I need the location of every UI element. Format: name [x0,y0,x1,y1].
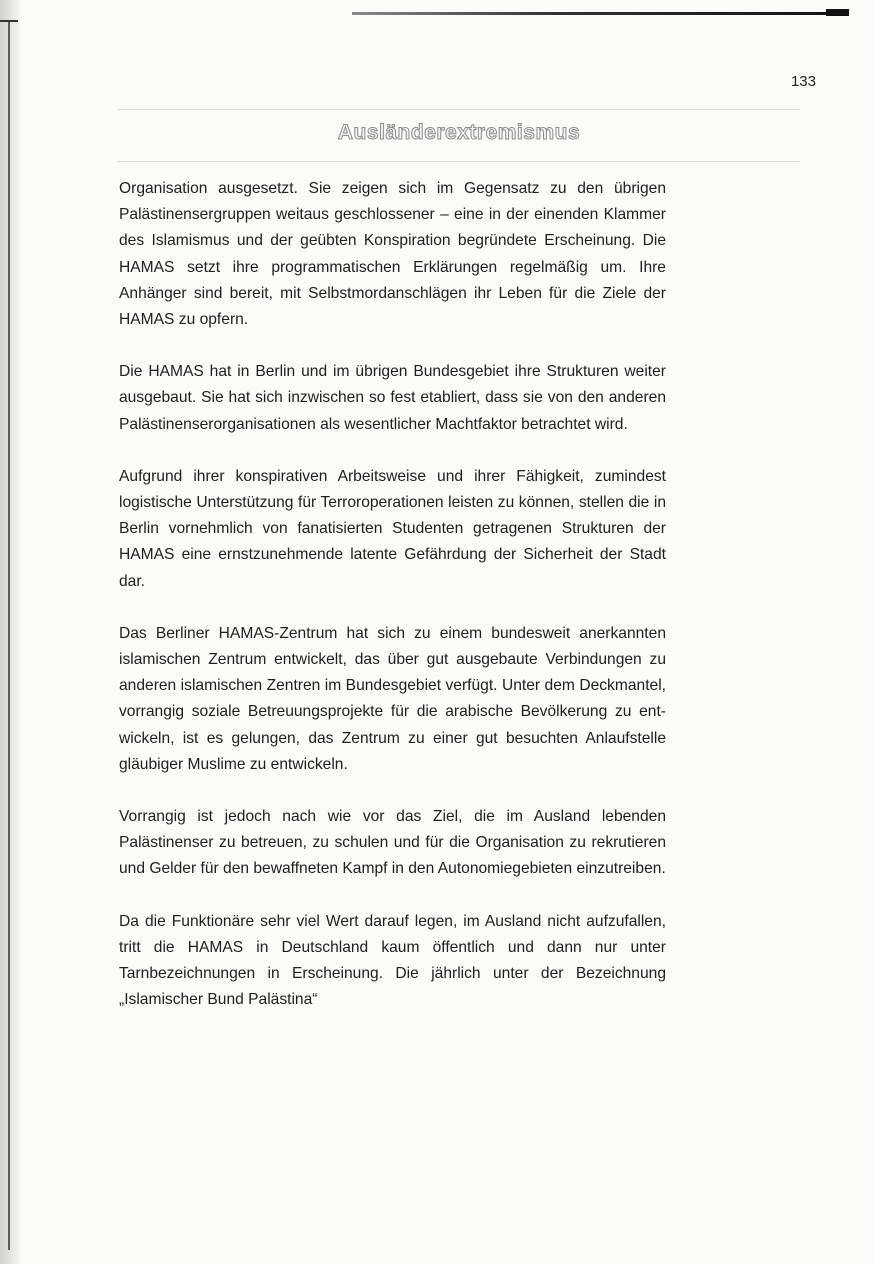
body-text [119,176,666,1039]
paragraph: Die HAMAS hat in Berlin und im übrigen Bundesgebiet ihre Strukturen weiter ausgebaut. Sie hat sich inzwischen so fest etabliert, dass sie von den anderen Palästinenserorganisationen als wesentlicher Machtfaktor betrachtet wird. [119,363,666,433]
paragraph: Organisation ausgesetzt. Sie zeigen sich im Gegensatz zu den übrigen Palästinensergruppen weitaus geschlossener – eine in der einenden Klammer des Islamismus und der geübten Konspiration begründete Erscheinung. Die HAMAS setzt ihre programmatischen Erklärungen regelmäßig um. Ihre Anhänger sind bereit, mit Selbstmordanschlägen ihr Leben für die Ziele der HAMAS zu opfern. [119,180,666,329]
header-rule-bottom [118,161,800,162]
paragraph: Da die Funktionäre sehr viel Wert darauf legen, im Ausland nicht aufzufallen, tritt die HAMAS in Deutschland kaum öffentlich und dann nur unter Tarnbezeichnungen in Erscheinung. Die jährlich unter der Bezeichnung „Islamischer Bund Palästina“ [119,912,666,1009]
page-number: 133 [790,73,816,90]
header-rule-top [118,109,800,110]
binding-edge [8,22,10,1250]
section-title: Ausländerextremismus [337,121,581,144]
binding-shadow [0,0,22,1264]
paragraph: Vorrangig ist jedoch nach wie vor das Ziel, die im Ausland lebenden Palästinenser zu betreuen, zu schulen und für die Organisation zu rekrutieren und Gelder für den bewaffneten Kampf in den Autonomiegebieten einzutreiben. [119,808,666,878]
paragraph: Das Berliner HAMAS-Zentrum hat sich zu einem bundesweit anerkannten islamischen Zentrum entwickelt, das über gut ausgebaute Verbindungen zu anderen islamischen Zentren im Bundesgebiet verfügt. Unter dem Deckmantel, vorrangig soziale Betreuungsprojekte für die arabische Bevölkerung zu entwickeln, ist es gelungen, das Zentrum zu einer gut besuchten Anlaufstelle gläubiger Muslime zu entwickeln. [119,624,666,773]
binding-tick [0,20,18,22]
paragraph: Aufgrund ihrer konspirativen Arbeitsweise und ihrer Fähigkeit, zumindest logistische Unterstützung für Terroroperationen leisten zu können, stellen die in Berlin vornehmlich von fanatisierten Studenten getragenen Strukturen der HAMAS eine ernstzunehmende latente Gefährdung der Sicherheit der Stadt dar. [119,467,666,590]
top-rule [352,12,849,15]
top-rule-end [826,9,849,16]
